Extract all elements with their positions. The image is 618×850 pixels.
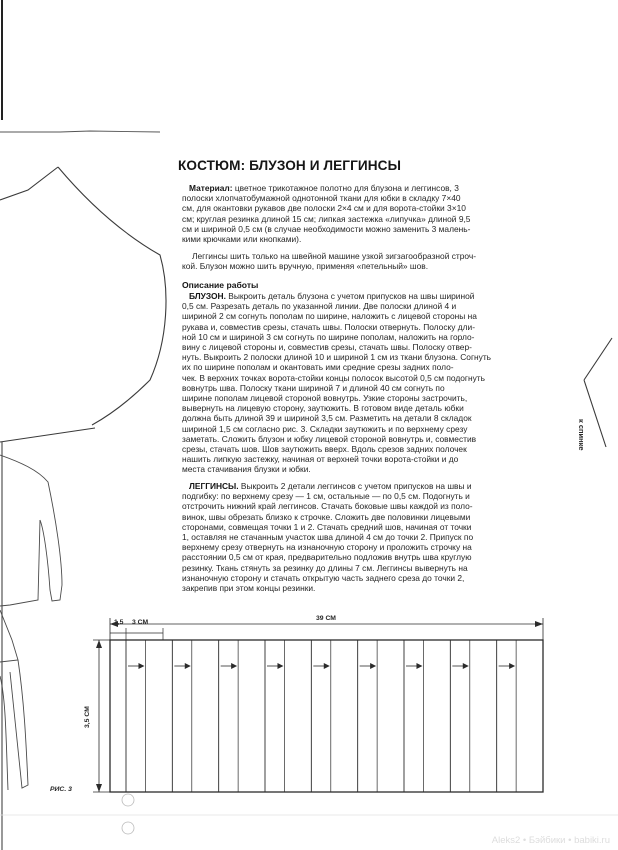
blouse-line: вывернуть на лицевую сторону, заутюжить. В готовом виде деталь юбки — [182, 403, 464, 414]
blouse-pattern-curve — [58, 167, 166, 425]
blouse-line: ной 10 см и шириной 3 см согнуть по ширине пополам, наложить на горло- — [182, 331, 475, 342]
materials-line: см; круглая резинка длиной 15 см; липкая застежка «липучка» длиной 9,5 — [182, 213, 471, 224]
leggings-first-line — [182, 481, 542, 491]
leggings-line: Выкроить 2 детали леггинсов с учетом припусков на швы и — [240, 481, 472, 491]
blouse-pattern-shoulder — [0, 167, 58, 200]
article-title: КОСТЮМ: БЛУЗОН И ЛЕГГИНСЫ — [178, 158, 402, 173]
pleat-arrow-head — [231, 663, 237, 669]
figure-label: РИС. 3 — [50, 786, 72, 793]
leggings-line: верхнему срезу отвернуть на изнаночную сторону и проложить строчку на — [182, 542, 472, 553]
side-tab-label: к спинке — [577, 419, 586, 451]
materials-line: полоски хлопчатобумажной однотонной ткани для юбки в складку 7×40 — [182, 193, 461, 204]
blouse-line: ширине пополам лицевой стороной вовнутрь. Узкие стороны застрочить, — [182, 393, 468, 404]
pleat-arrow-head — [277, 663, 283, 669]
pleat-arrow-head — [509, 663, 515, 669]
intro-paragraph — [182, 251, 542, 271]
leggings-label: ЛЕГГИНСЫ. — [188, 481, 239, 491]
leggings-paragraph — [182, 481, 542, 593]
materials-line: см и шириной 0,5 см (в случае необходимости можно заменить 3 малень- — [182, 223, 471, 234]
leggings-line: резинку. Ткань стянуть за резинку до длины 7 см. Леггинсы вывернуть на — [182, 562, 468, 573]
blouse-line: рукава и, совместив срезы, стачать швы. Полоски отвернуть. Полоску дли- — [182, 321, 476, 332]
doll-outline — [0, 455, 62, 790]
paper-edge — [0, 131, 160, 132]
pleat-lines — [126, 640, 516, 792]
blouse-line: вовнутрь шва. Полоску ткани шириной 7 и длиной 40 см согнуть по — [182, 382, 445, 393]
leggings-line: 1, оставляя не стачанным участок шва длиной 4 см до точки 2. Припуск по — [182, 532, 474, 543]
materials-first-line — [182, 183, 542, 193]
pleat-arrow-head — [324, 663, 330, 669]
pleat-arrow-head — [138, 663, 144, 669]
leggings-line: изнаночную сторону и стачать открытую часть заднего среза до точки 2, — [182, 572, 465, 583]
pleat-diagram — [93, 618, 543, 792]
pleat-arrow-head — [463, 663, 469, 669]
blouse-line: 0,5 см. Разрезать деталь по указанной линии. Две полоски длиной 4 и — [182, 301, 457, 312]
seam-allowance-label: 1,5 — [114, 619, 124, 626]
blouse-line: должна быть длиной 39 и шириной 3,5 см. Разметить на детали 8 складок — [182, 413, 472, 424]
materials-line: цветное трикотажное полотно для блузона и леггинсов, 3 — [234, 183, 459, 193]
blouse-line: вину с лицевой стороны и, совместив срезы, стачать швы. Полоску отвер- — [182, 342, 472, 353]
intro-line: кой. Блузон можно шить вручную, применяя «петельный» шов. — [182, 261, 429, 272]
width-arrow-right — [535, 621, 543, 627]
height-label: 3,5 СМ — [84, 706, 91, 728]
blouse-first-line — [182, 291, 542, 301]
work-heading: Описание работы — [182, 280, 259, 290]
leggings-line: сторонами, совмещая точки 1 и 2. Стачать средний шов, начиная от точки — [182, 521, 472, 532]
leggings-line: отстрочить нижний край леггинсов. Стачать боковые швы каждой из поло- — [182, 501, 473, 512]
leggings-line: закрепив при этом концы резинки. — [182, 583, 316, 594]
blouse-line: чек. В верхних точках ворота-стойки концы полосок высотой 0,5 см подогнуть — [182, 372, 485, 383]
pleat-width-label: 3 СМ — [132, 619, 149, 626]
blouse-line: заметать. Сложить блузон и юбку лицевой стороной вовнутрь и, совместив — [182, 433, 477, 444]
watermark: Aleks2 • Бэйбики • babiki.ru — [491, 835, 610, 846]
leggings-line: расстоянии 0,5 см от края, предварительно подложив внутрь шва круглую — [182, 552, 472, 563]
blouse-line: нашить липкую застежку, начиная от верхней точки ворота-стойки и до — [182, 454, 459, 465]
materials-line: кими крючками или кнопками). — [182, 234, 302, 245]
pleat-arrow-head — [185, 663, 191, 669]
blouse-line: места стачивания блузки и юбки. — [182, 464, 311, 475]
total-width-label: 39 СМ — [316, 615, 336, 622]
punch-hole — [122, 822, 134, 834]
materials-line: см, для окантовки рукавов две полоски 2×4 см и для ворота-стойки 3×10 — [182, 203, 466, 214]
blouse-line: шириной 2 см согнуть пополам по ширине, наложить с лицевой стороны на — [182, 311, 477, 322]
height-arrow-bottom — [96, 784, 102, 792]
punch-hole — [122, 794, 134, 806]
blouse-pattern-hem — [0, 428, 95, 442]
intro-line: Леггинсы шить только на швейной машине узкой зигзагообразной строч- — [192, 251, 477, 261]
blouse-line: нуть. Выкроить 2 полоски длиной 10 и шириной 1 см из ткани блузона. Согнуть — [182, 352, 492, 363]
blouse-line: срезы, стачать шов. Шов заутюжить вверх. Вдоль срезов задних полочек — [182, 444, 467, 455]
height-arrow-top — [96, 640, 102, 648]
side-tab-outline — [584, 338, 612, 447]
blouse-line: Выкроить деталь блузона с учетом припусков на швы шириной — [228, 291, 475, 301]
materials-label: Материал: — [188, 183, 233, 193]
pleat-arrow-head — [416, 663, 422, 669]
blouse-paragraph — [182, 291, 542, 475]
pleat-diagram-frame — [110, 640, 543, 792]
pleat-arrow-head — [370, 663, 376, 669]
blouse-label: БЛУЗОН. — [188, 291, 226, 301]
leggings-line: подгибку: по верхнему срезу — 1 см, остальные — по 0,5 см. Подогнуть и — [182, 491, 470, 502]
blouse-line: шириной 1,5 см согласно рис. 3. Складки заутюжить и по верхнему срезу — [182, 423, 468, 434]
materials-paragraph — [182, 183, 542, 244]
leggings-line: винок, швы обрезать близко к строчке. Сложить две половинки лицевыми — [182, 511, 471, 522]
blouse-line: их по ширине пополам и окантовать ими средние срезы задних поло- — [182, 362, 454, 373]
